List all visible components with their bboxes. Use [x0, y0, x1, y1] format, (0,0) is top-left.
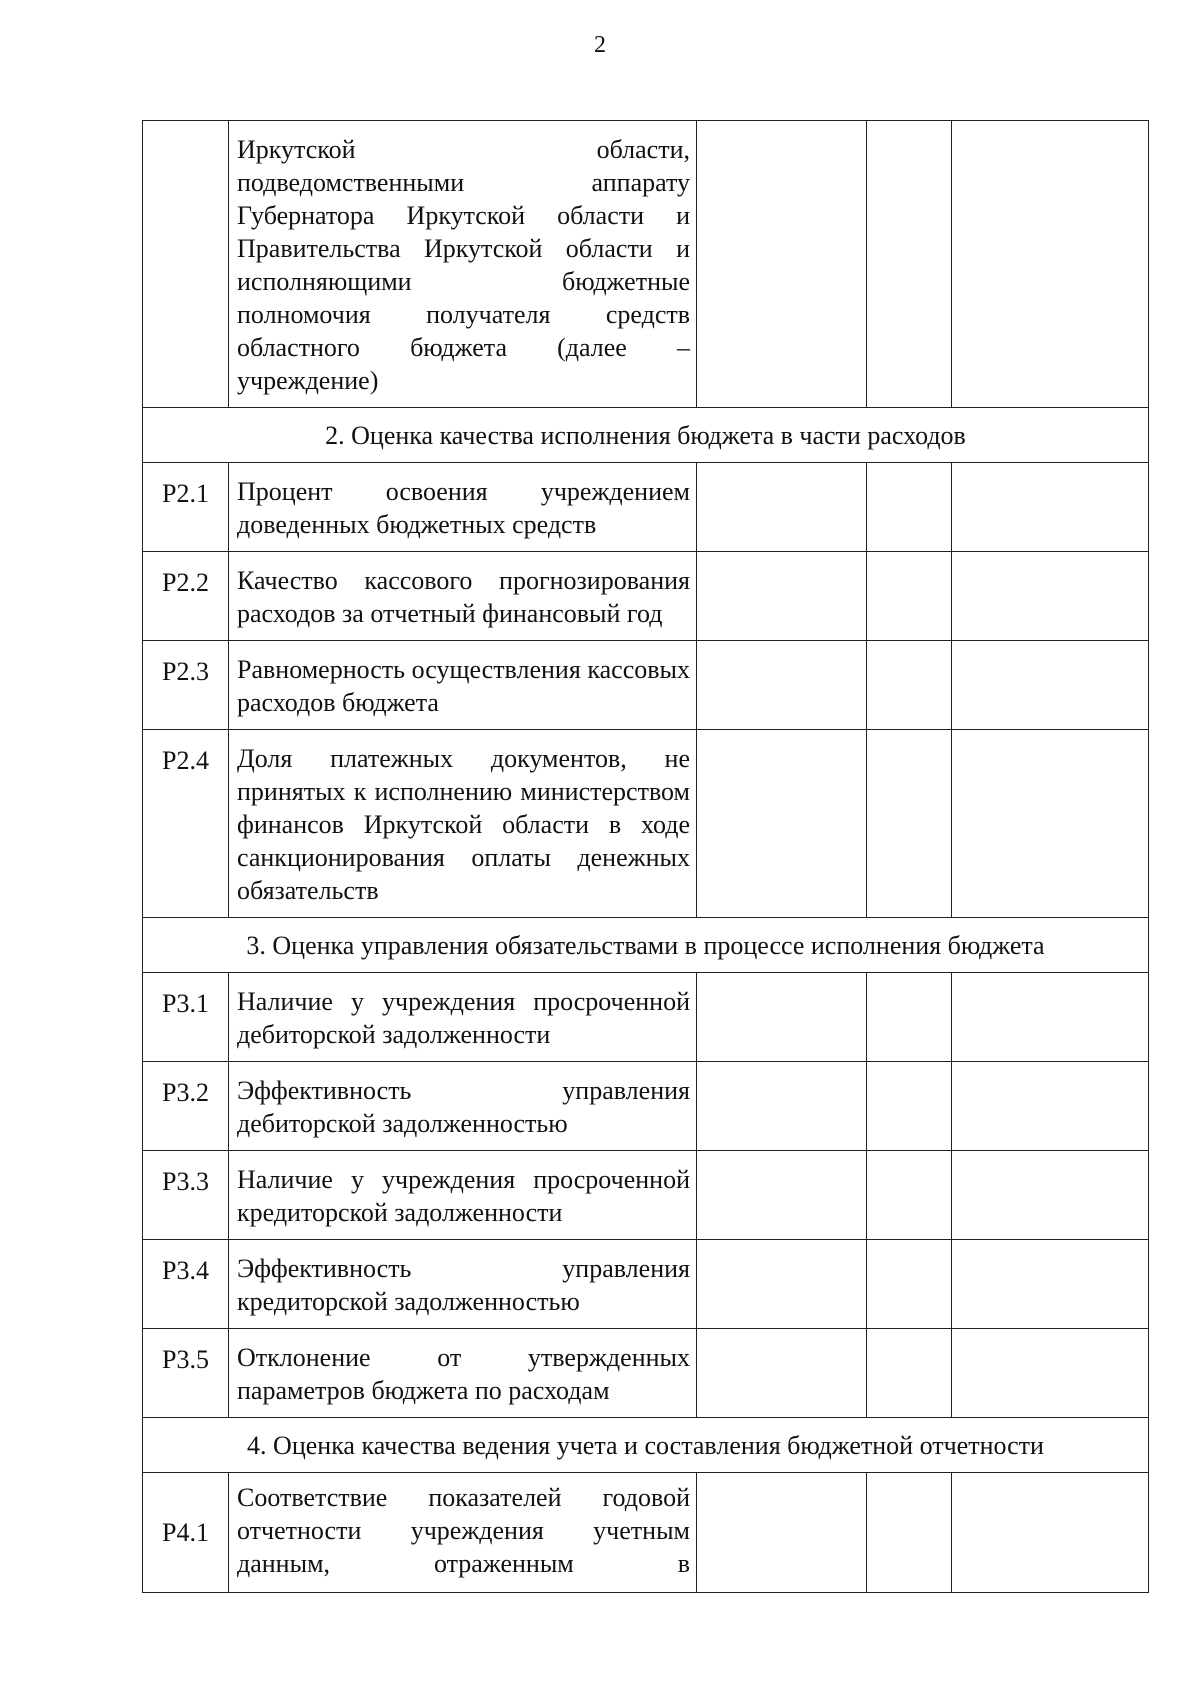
row-code-cell: P2.2 [143, 552, 229, 641]
table-row [143, 1473, 1149, 1593]
section-header-row [143, 918, 1149, 973]
value-cell [867, 1240, 952, 1329]
row-code-cell: P2.3 [143, 641, 229, 730]
table-row-continuation [143, 121, 1149, 408]
table-row [143, 973, 1149, 1062]
value-cell [697, 552, 867, 641]
section-title: 2. Оценка качества исполнения бюджета в части расходов [143, 408, 1149, 463]
table-row [143, 1329, 1149, 1418]
row-description-cell: Наличие у учреждения просроченной дебиторской задолженности [229, 973, 697, 1062]
row-code-cell: P3.3 [143, 1151, 229, 1240]
value-cell [952, 1240, 1149, 1329]
value-cell [697, 1062, 867, 1151]
value-cell [697, 1240, 867, 1329]
section-header-row [143, 1418, 1149, 1473]
row-code-cell: P3.4 [143, 1240, 229, 1329]
value-cell [697, 121, 867, 408]
section-header-row [143, 408, 1149, 463]
page-number: 2 [594, 32, 606, 58]
row-description-cell: Соответствие показателей годовой отчетности учреждения учетным данным, отраженным в [229, 1473, 697, 1593]
value-cell [867, 730, 952, 918]
value-cell [867, 1329, 952, 1418]
table-row [143, 641, 1149, 730]
value-cell [697, 463, 867, 552]
value-cell [952, 973, 1149, 1062]
row-code-cell [143, 121, 229, 408]
row-description-cell [229, 121, 697, 408]
value-cell [952, 552, 1149, 641]
description-line: Правительства Иркутской области и [237, 234, 690, 263]
value-cell [867, 1151, 952, 1240]
value-cell [867, 973, 952, 1062]
value-cell [952, 121, 1149, 408]
row-code-cell: P2.1 [143, 463, 229, 552]
section-title: 3. Оценка управления обязательствами в процессе исполнения бюджета [143, 918, 1149, 973]
table-row [143, 1151, 1149, 1240]
value-cell [697, 641, 867, 730]
row-description-cell: Наличие у учреждения просроченной кредиторской задолженности [229, 1151, 697, 1240]
value-cell [867, 641, 952, 730]
table-row [143, 730, 1149, 918]
value-cell [867, 463, 952, 552]
value-cell [867, 1062, 952, 1151]
criteria-table [142, 120, 1149, 1593]
value-cell [697, 1473, 867, 1593]
value-cell [952, 463, 1149, 552]
description-line: учреждение) [237, 366, 379, 395]
value-cell [697, 730, 867, 918]
value-cell [952, 730, 1149, 918]
row-description-cell: Процент освоения учреждением доведенных бюджетных средств [229, 463, 697, 552]
row-description-cell: Качество кассового прогнозирования расходов за отчетный финансовый год [229, 552, 697, 641]
value-cell [952, 1151, 1149, 1240]
value-cell [952, 1473, 1149, 1593]
row-code-cell: P3.2 [143, 1062, 229, 1151]
value-cell [952, 1062, 1149, 1151]
value-cell [697, 1329, 867, 1418]
description-line: подведомственными аппарату [237, 168, 690, 197]
value-cell [867, 1473, 952, 1593]
table-row [143, 552, 1149, 641]
table-row [143, 463, 1149, 552]
value-cell [952, 641, 1149, 730]
row-description-cell: Равномерность осуществления кассовых расходов бюджета [229, 641, 697, 730]
row-code-cell: P3.1 [143, 973, 229, 1062]
description-line: Губернатора Иркутской области и [237, 201, 690, 230]
row-description-cell: Эффективность управления дебиторской задолженностью [229, 1062, 697, 1151]
section-title: 4. Оценка качества ведения учета и составления бюджетной отчетности [143, 1418, 1149, 1473]
value-cell [697, 1151, 867, 1240]
table-row [143, 1240, 1149, 1329]
row-description-cell: Отклонение от утвержденных параметров бюджета по расходам [229, 1329, 697, 1418]
row-code-cell: P4.1 [143, 1473, 229, 1593]
value-cell [867, 121, 952, 408]
description-line: Иркутской области, [237, 135, 690, 164]
value-cell [867, 552, 952, 641]
description-line: исполняющими бюджетные [237, 267, 690, 296]
value-cell [952, 1329, 1149, 1418]
table-row [143, 1062, 1149, 1151]
description-line: полномочия получателя средств [237, 300, 690, 329]
row-description-cell: Эффективность управления кредиторской задолженностью [229, 1240, 697, 1329]
row-code-cell: P2.4 [143, 730, 229, 918]
description-line: областного бюджета (далее – [237, 333, 690, 362]
row-description-cell: Доля платежных документов, не принятых к исполнению министерством финансов Иркутской области в ходе санкционирования оплаты денежных обязательств [229, 730, 697, 918]
row-code-cell: P3.5 [143, 1329, 229, 1418]
value-cell [697, 973, 867, 1062]
